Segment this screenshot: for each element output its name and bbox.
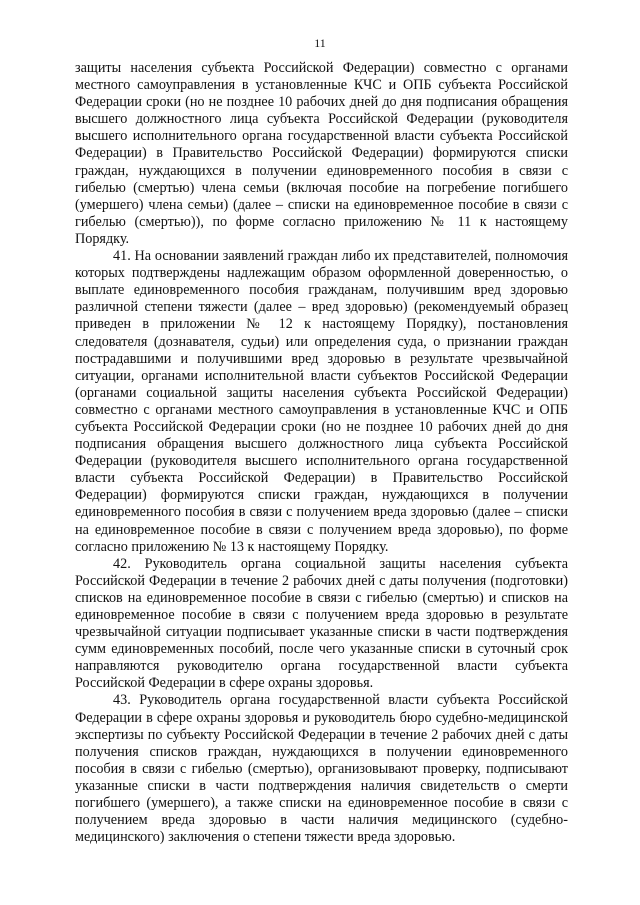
- page-number: 11: [314, 36, 326, 50]
- document-body: [75, 60, 568, 846]
- paragraph-41: 41. На основании заявлений граждан либо их представителей, полномочия которых подтверждены надлежащим образом оформленной доверенностью, о выплате единовременного пособия гражданам, получившим вред здоровью различной степени тяжести (далее – вред здоровью) (рекомендуемый образец приведен в приложении № 12 к настоящему Порядку), постановления следователя (дознавателя, судьи) или определения суда, о признании граждан пострадавшими и получившими вред здоровью в результате чрезвычайной ситуации, органами исполнительной власти субъектов Российской Федерации (органами социальной защиты населения субъекта Российской Федерации) совместно с органами местного самоуправления в установленные КЧС и ОПБ субъекта Российской Федерации сроки (но не позднее 10 рабочих дней до дня подписания обращения высшего должностного лица субъекта Российской Федерации (руководителя высшего исполнительного органа государственной власти субъекта Российской Федерации) в Правительство Российской Федерации) формируются списки граждан, нуждающихся в получении единовременного пособия в связи с получением вреда здоровью (далее – списки на единовременное пособие в связи с получением вреда здоровью), по форме согласно приложению № 13 к настоящему Порядку.: [75, 248, 568, 555]
- paragraph-continuation: защиты населения субъекта Российской Федерации) совместно с органами местного самоуправления в установленные КЧС и ОПБ субъекта Российской Федерации сроки (но не позднее 10 рабочих дней до дня подписания обращения высшего должностного лица субъекта Российской Федерации (руководителя высшего исполнительного органа государственной власти субъекта Российской Федерации) в Правительство Российской Федерации) формируются списки граждан, нуждающихся в получении единовременного пособия в связи с гибелью (смертью) члена семьи (включая пособие на погребение погибшего (умершего) члена семьи) (далее – списки на единовременное пособие в связи с гибелью (смертью)), по форме согласно приложению № 11 к настоящему Порядку.: [75, 60, 568, 247]
- paragraph-43: 43. Руководитель органа государственной власти субъекта Российской Федерации в сфере охраны здоровья и руководитель бюро судебно-медицинской экспертизы по субъекту Российской Федерации в течение 2 рабочих дней с даты получения списков граждан, нуждающихся в получении единовременного пособия в связи с гибелью (смертью), организовывают проверку, подписывают указанные списки в части подтверждения наличия свидетельств о смерти погибшего (умершего), а также списки на единовременное пособие в связи с получением вреда здоровью в части наличия медицинского (судебно-медицинского) заключения о степени тяжести вреда здоровью.: [75, 692, 568, 846]
- paragraph-42: 42. Руководитель органа социальной защиты населения субъекта Российской Федерации в течение 2 рабочих дней с даты получения (подготовки) списков на единовременное пособие в связи с гибелью (смертью) и списков на единовременное пособие в связи с получением вреда здоровью в результате чрезвычайной ситуации подписывает указанные списки в части подтверждения сумм единовременных пособий, после чего указанные списки в суточный срок направляются руководителю органа государственной власти субъекта Российской Федерации в сфере охраны здоровья.: [75, 555, 568, 692]
